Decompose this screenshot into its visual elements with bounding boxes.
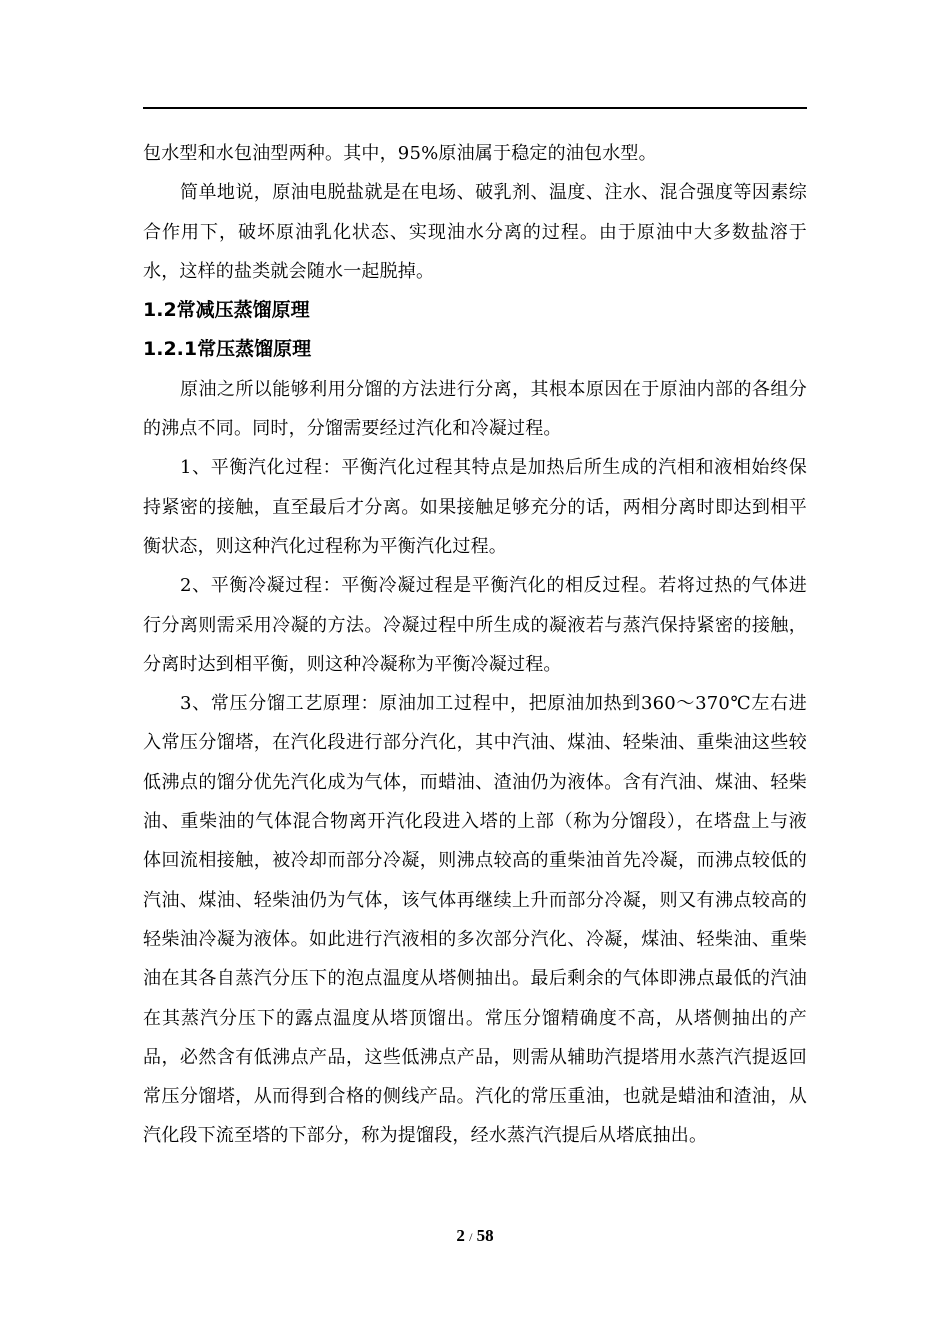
page-total: 58 [476, 1226, 494, 1245]
paragraph-atmospheric-fractionation: 3、常压分馏工艺原理：原油加工过程中，把原油加热到360～370℃左右进入常压分馏塔，在汽化段进行部分汽化，其中汽油、煤油、轻柴油、重柴油这些较低沸点的馏分优先汽化成为气体，而蜡油、渣油仍为液体。含有汽油、煤油、轻柴油、重柴油的气体混合物离开汽化段进入塔的上部（称为分馏段），在塔盘上与液体回流相接触，被冷却而部分冷凝，则沸点较高的重柴油首先冷凝，而沸点较低的汽油、煤油、轻柴油仍为气体，该气体再继续上升而部分冷凝，则又有沸点较高的轻柴油冷凝为液体。如此进行汽液相的多次部分汽化、冷凝，煤油、轻柴油、重柴油在其各自蒸汽分压下的泡点温度从塔侧抽出。最后剩余的气体即沸点最低的汽油在其蒸汽分压下的露点温度从塔顶馏出。常压分馏精确度不高，从塔侧抽出的产品，必然含有低沸点产品，这些低沸点产品，则需从辅助汽提塔用水蒸汽汽提返回常压分馏塔，从而得到合格的侧线产品。汽化的常压重油，也就是蜡油和渣油，从汽化段下流至塔的下部分，称为提馏段，经水蒸汽汽提后从塔底抽出。 [143, 693, 807, 1147]
page-number [0, 1226, 950, 1246]
paragraph-continuation: 包水型和水包油型两种。其中，95%原油属于稳定的油包水型。 [143, 143, 657, 164]
page-separator: / [469, 1230, 473, 1244]
paragraph-equilibrium-condensation: 2、平衡冷凝过程：平衡冷凝过程是平衡汽化的相反过程。若将过热的气体进行分离则需采用冷凝的方法。冷凝过程中所生成的凝液若与蒸汽保持紧密的接触，分离时达到相平衡，则这种冷凝称为平衡冷凝过程。 [143, 575, 807, 675]
section-heading: 1.2常减压蒸馏原理 [143, 299, 310, 322]
paragraph-intro: 原油之所以能够利用分馏的方法进行分离，其根本原因在于原油内部的各组分的沸点不同。同时，分馏需要经过汽化和冷凝过程。 [143, 378, 807, 440]
header-rule [143, 107, 807, 109]
paragraph-desalting: 简单地说，原油电脱盐就是在电场、破乳剂、温度、注水、混合强度等因素综合作用下，破坏原油乳化状态、实现油水分离的过程。由于原油中大多数盐溶于水，这样的盐类就会随水一起脱掉。 [143, 182, 807, 282]
page-body [143, 134, 807, 1156]
page-current: 2 [456, 1226, 465, 1245]
paragraph-equilibrium-vaporization: 1、平衡汽化过程：平衡汽化过程其特点是加热后所生成的汽相和液相始终保持紧密的接触，直至最后才分离。如果接触足够充分的话，两相分离时即达到相平衡状态，则这种汽化过程称为平衡汽化过程。 [143, 457, 807, 557]
subsection-heading: 1.2.1常压蒸馏原理 [143, 338, 312, 361]
